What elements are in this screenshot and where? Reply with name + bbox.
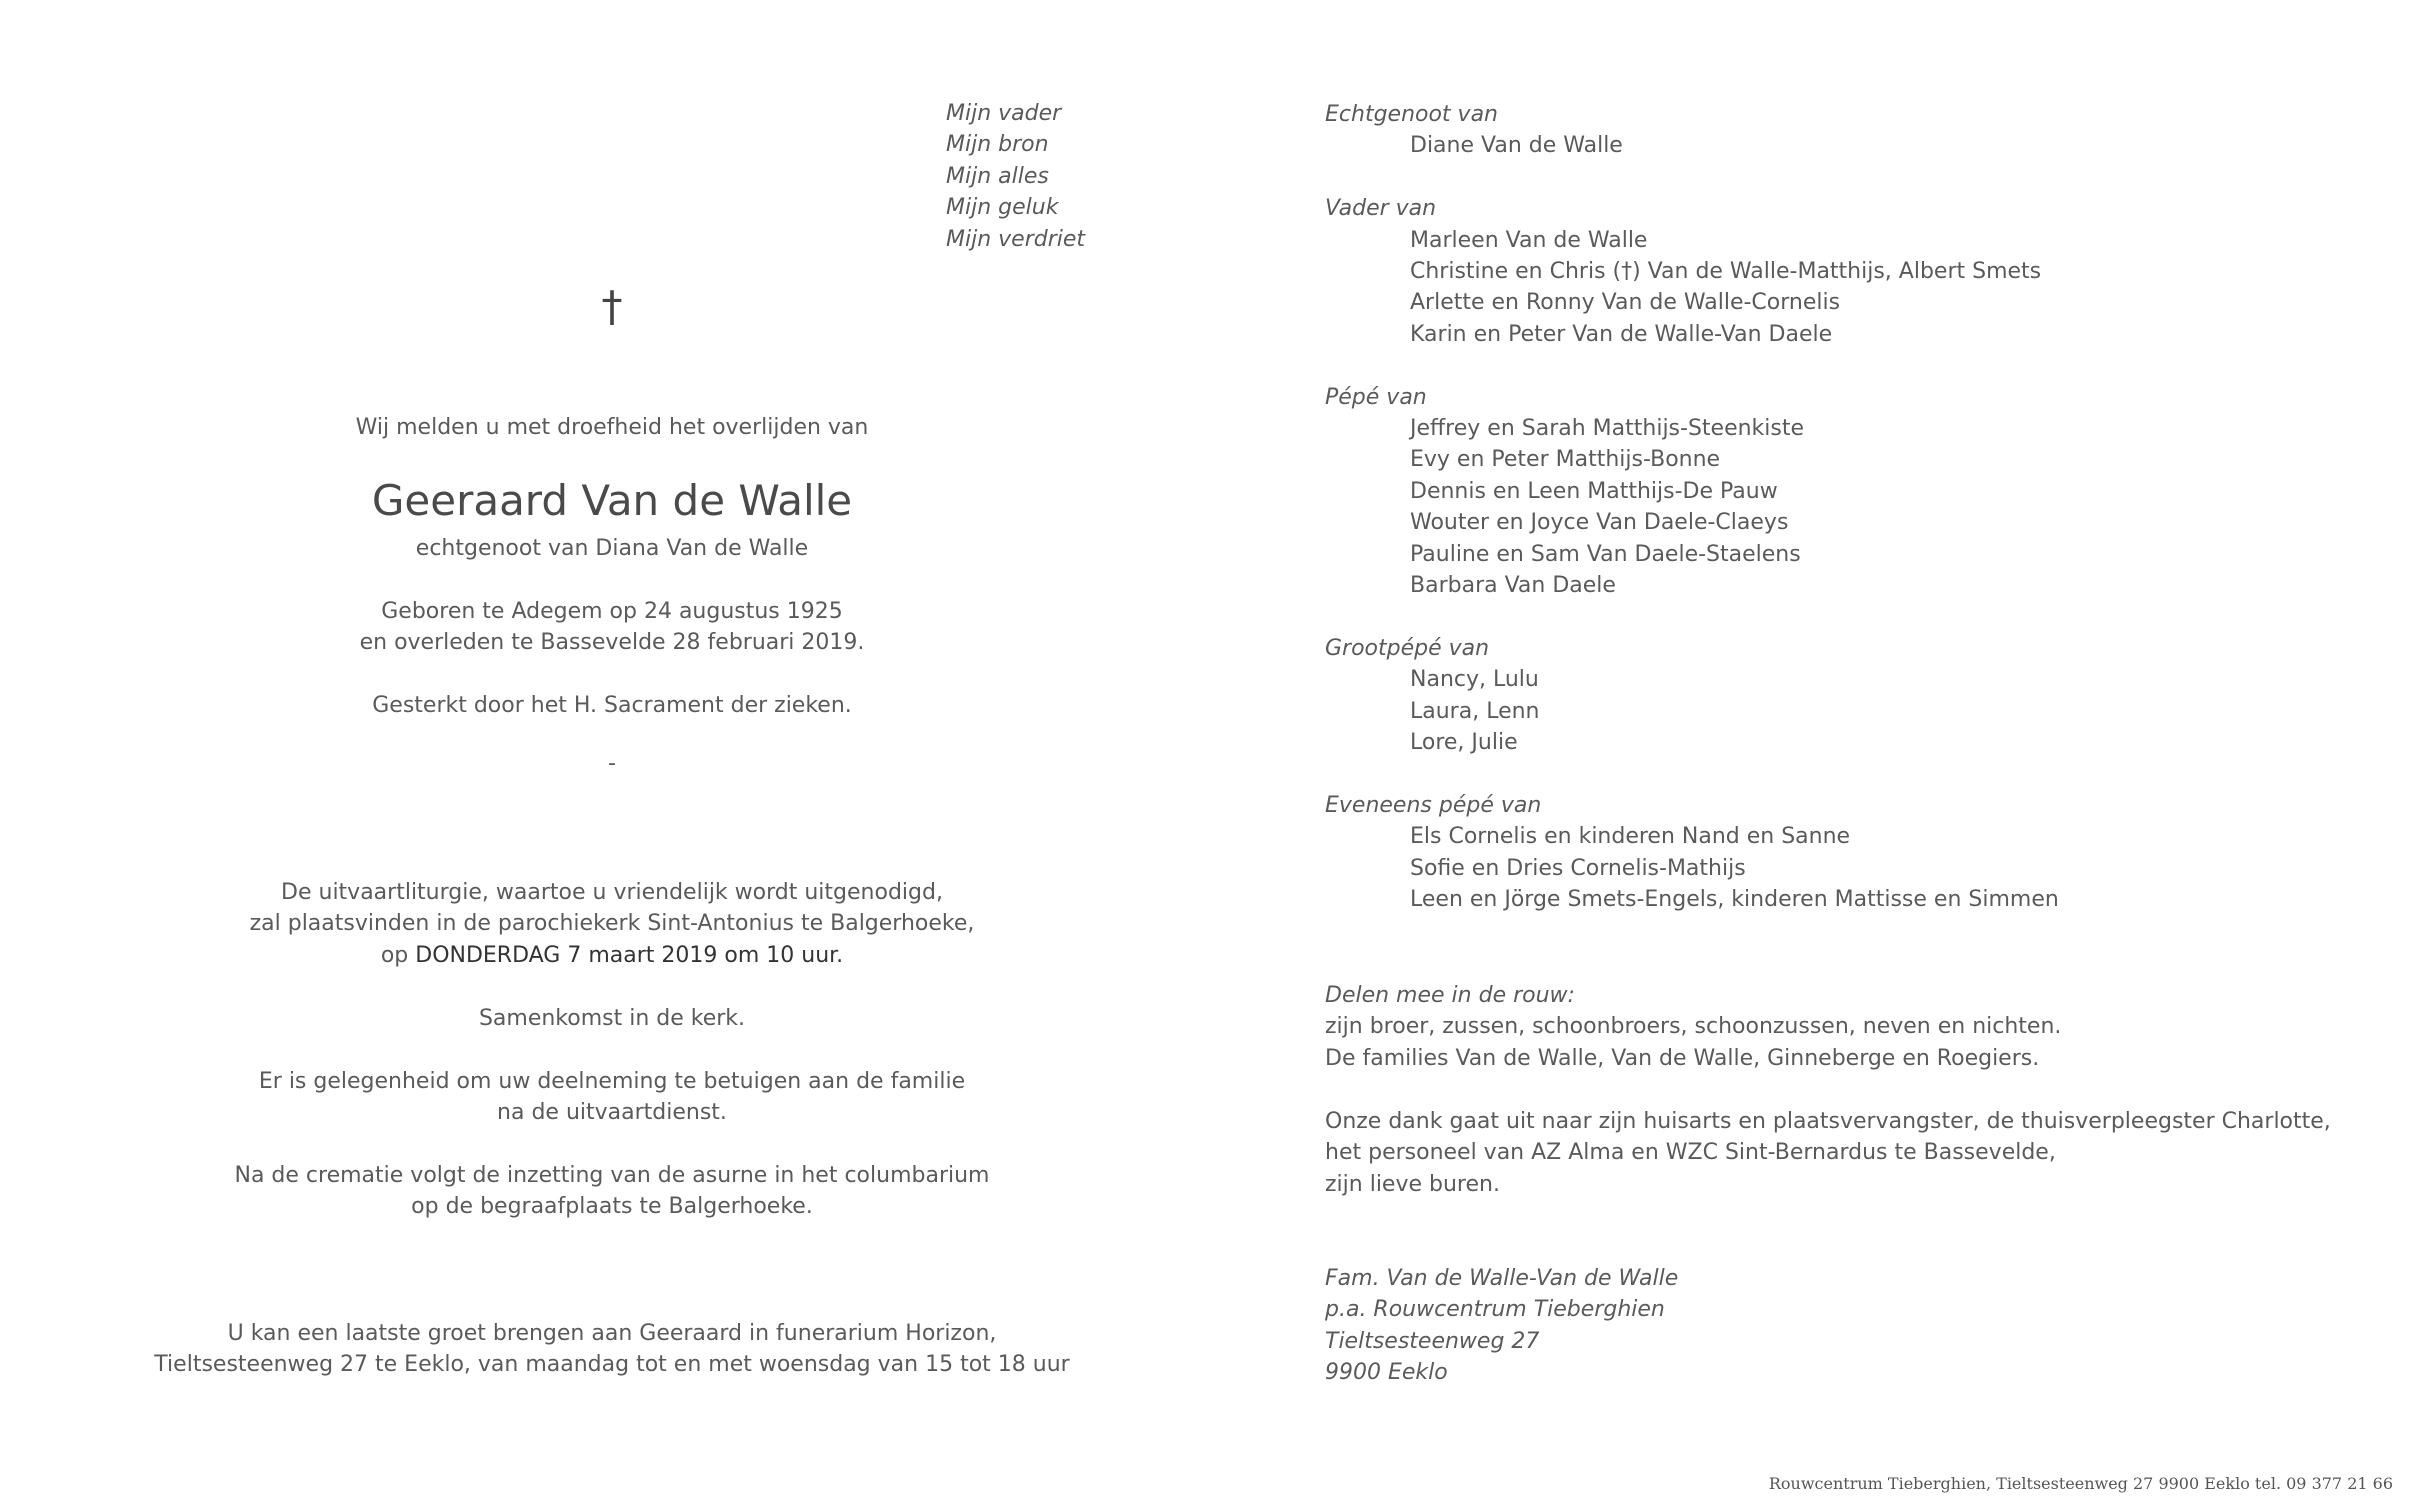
mourning-line: De families Van de Walle, Van de Walle, Ginneberge en Roegiers. (1325, 1045, 2040, 1071)
thanks-line: Onze dank gaat uit naar zijn huisarts en plaatsvervangster, de thuisverpleegster Charlotte, (1325, 1109, 2331, 1134)
relation-name: Evy en Peter Matthijs-Bonne (1410, 447, 1721, 473)
relations-list (1325, 99, 2059, 947)
condolence-line: na de uitvaartdienst. (497, 1100, 727, 1126)
deceased-name: Geeraard Van de Walle (371, 476, 853, 525)
separator-dash: - (608, 751, 616, 776)
relation-name: Els Cornelis en kinderen Nand en Sanne (1410, 824, 1851, 850)
poem-line: Mijn geluk (946, 195, 1059, 221)
address-line: Tieltsesteenweg 27 (1325, 1328, 1540, 1354)
mourning-line: zijn broer, zussen, schoonbroers, schoonzussen, neven en nichten. (1325, 1014, 2062, 1040)
relation-name: Wouter en Joyce Van Daele-Claeys (1410, 510, 1789, 536)
funeral-block (112, 877, 1112, 971)
address-line: 9900 Eeklo (1325, 1360, 1448, 1386)
poem (946, 98, 1085, 255)
poem-line: Mijn bron (946, 132, 1049, 158)
cremation-line: Na de crematie volgt de inzetting van de asurne in het columbarium (234, 1163, 990, 1188)
family-name: Fam. Van de Walle-Van de Walle (1325, 1266, 1679, 1291)
funeral-date: DONDERDAG 7 maart 2019 om 10 uur. (415, 942, 844, 968)
relation-name: Karin en Peter Van de Walle-Van Daele (1410, 321, 1833, 347)
death-line: en overleden te Bassevelde 28 februari 2019. (359, 630, 865, 655)
funeral-line: De uitvaartliturgie, waartoe u vriendelijk wordt uitgenodigd, (281, 880, 943, 905)
sacrament-line: Gesterkt door het H. Sacrament der zieken. (372, 693, 852, 718)
relation-group-great-grandchildren (1325, 633, 2059, 759)
visitation-block (112, 1318, 1112, 1381)
thanks-line: het personeel van AZ Alma en WZC Sint-Bernardus te Bassevelde, (1325, 1140, 2056, 1166)
poem-line: Mijn vader (946, 101, 1062, 126)
birth-line: Geboren te Adegem op 24 augustus 1925 (381, 599, 843, 624)
visitation-line: U kan een laatste groet brengen aan Geeraard in funerarium Horizon, (227, 1321, 997, 1346)
footer-funeral-home: Rouwcentrum Tieberghien, Tieltsesteenweg 27 9900 Eeklo tel. 09 377 21 66 (1768, 1474, 2393, 1493)
funeral-date-prefix: op (380, 942, 416, 968)
relation-name: Arlette en Ronny Van de Walle-Cornelis (1410, 290, 1841, 316)
relation-name: Laura, Lenn (1410, 698, 1540, 724)
relation-group-children (1325, 193, 2059, 350)
mourning-block (1325, 980, 2061, 1074)
relation-name: Dennis en Leen Matthijs-De Pauw (1410, 478, 1778, 504)
mourning-heading: Delen mee in de rouw: (1325, 983, 1575, 1008)
cross-icon: † (601, 282, 623, 331)
condolence-block (112, 1066, 1112, 1129)
address-line: p.a. Rouwcentrum Tieberghien (1325, 1297, 1665, 1323)
relation-name: Christine en Chris (†) Van de Walle-Matthijs, Albert Smets (1410, 259, 2042, 285)
relation-heading: Pépé van (1325, 384, 1427, 410)
funeral-line: zal plaatsvinden in de parochiekerk Sint-Antonius te Balgerhoeke, (249, 911, 975, 937)
gathering-line: Samenkomst in de kerk. (478, 1006, 746, 1031)
relation-group-spouse (1325, 99, 2059, 162)
thanks-line: zijn lieve buren. (1325, 1171, 1500, 1197)
relation-name: Sofie en Dries Cornelis-Mathijs (1410, 855, 1746, 881)
visitation-line: Tieltsesteenweg 27 te Eeklo, van maandag tot en met woensdag van 15 tot 18 uur (154, 1352, 1070, 1378)
relation-name: Nancy, Lulu (1410, 667, 1539, 693)
relation-name: Jeffrey en Sarah Matthijs-Steenkiste (1410, 416, 1805, 442)
relation-name: Leen en Jörge Smets-Engels, kinderen Mattisse en Simmen (1410, 887, 2059, 913)
relation-heading: Vader van (1325, 196, 1437, 222)
cremation-block (112, 1160, 1112, 1223)
condolence-line: Er is gelegenheid om uw deelneming te betuigen aan de familie (258, 1069, 966, 1094)
relation-name: Diane Van de Walle (1410, 133, 1623, 159)
relation-group-also-grandfather (1325, 790, 2059, 916)
relation-group-grandchildren (1325, 382, 2059, 602)
relation-heading: Eveneens pépé van (1325, 792, 1542, 818)
relation-name: Lore, Julie (1410, 730, 1518, 756)
death-announcement-intro: Wij melden u met droefheid het overlijden van (355, 415, 869, 440)
relation-name: Pauline en Sam Van Daele-Staelens (1410, 541, 1801, 567)
relation-name: Marleen Van de Walle (1410, 227, 1648, 253)
thanks-block (1325, 1106, 2331, 1200)
spouse-line: echtgenoot van Diana Van de Walle (415, 536, 809, 561)
relation-name: Barbara Van Daele (1410, 573, 1616, 599)
relation-heading: Grootpépé van (1325, 635, 1490, 661)
funeral-date-line (112, 940, 1112, 971)
cremation-line: op de begraafplaats te Balgerhoeke. (411, 1194, 813, 1220)
family-address (1325, 1263, 1678, 1389)
poem-line: Mijn verdriet (946, 226, 1086, 252)
poem-line: Mijn alles (946, 163, 1049, 189)
relation-heading: Echtgenoot van (1325, 102, 1498, 127)
